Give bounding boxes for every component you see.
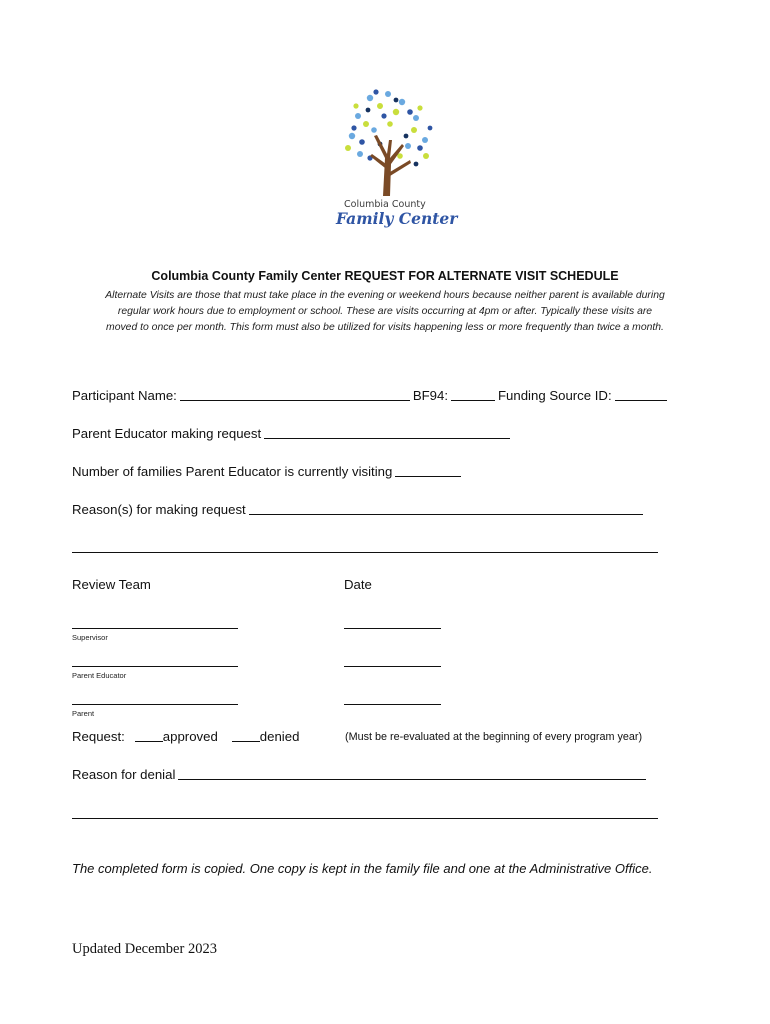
- num-families-row: [72, 464, 464, 479]
- logo-title: Family Center: [336, 209, 458, 228]
- funding-source-label: Funding Source ID:: [498, 388, 612, 403]
- review-team-label: Review Team: [72, 577, 151, 592]
- closing-statement: The completed form is copied. One copy is kept in the family file and one at the Administrative Office.: [72, 861, 653, 876]
- reasons-field[interactable]: [249, 502, 643, 515]
- supervisor-caption: Supervisor: [72, 633, 108, 642]
- parent-educator-row: [72, 426, 513, 441]
- participant-name-field[interactable]: [180, 388, 410, 401]
- supervisor-signature-line[interactable]: [72, 628, 238, 629]
- intro-line: regular work hours due to employment or school. These are visits occurring at 4pm or after. Typically these visits are: [117, 306, 653, 317]
- supervisor-date-line[interactable]: [344, 628, 441, 629]
- parent-signature-line[interactable]: [72, 704, 238, 705]
- reasons-continuation-line[interactable]: [72, 552, 658, 553]
- num-families-label: Number of families Parent Educator is currently visiting: [72, 464, 393, 479]
- parent-educator-label: Parent Educator making request: [72, 426, 262, 441]
- approved-label: approved: [162, 729, 218, 744]
- request-label: Request:: [72, 729, 125, 744]
- updated-date: Updated December 2023: [72, 941, 217, 957]
- denial-label: Reason for denial: [72, 767, 176, 782]
- parent-caption: Parent: [72, 709, 95, 718]
- tree-trunk: [370, 135, 411, 196]
- num-families-field[interactable]: [395, 464, 461, 477]
- reasons-row: [72, 502, 646, 517]
- bf94-label: BF94:: [412, 388, 448, 403]
- parent-date-line[interactable]: [344, 704, 441, 705]
- denied-field[interactable]: [232, 729, 260, 742]
- intro-text: [68, 288, 702, 336]
- request-row: [72, 729, 299, 744]
- parent-educator-field[interactable]: [264, 426, 510, 439]
- form-title: Columbia County Family Center REQUEST FOR ALTERNATE VISIT SCHEDULE: [151, 269, 619, 283]
- participant-name-label: Participant Name:: [72, 388, 177, 403]
- denial-row: [72, 767, 649, 782]
- bf94-field[interactable]: [451, 388, 495, 401]
- participant-row: [72, 388, 670, 403]
- intro-line: moved to once per month. This form must also be utilized for visits happening less or more frequently than twice a month.: [106, 322, 664, 333]
- denied-label: denied: [259, 729, 300, 744]
- reasons-label: Reason(s) for making request: [72, 502, 246, 517]
- logo-subtitle: Columbia County: [344, 199, 426, 210]
- reevaluation-note: (Must be re-evaluated at the beginning of every program year): [345, 731, 643, 743]
- denial-continuation-line[interactable]: [72, 818, 658, 819]
- date-label: Date: [344, 577, 372, 592]
- approved-field[interactable]: [135, 729, 163, 742]
- intro-line: Alternate Visits are those that must take place in the evening or weekend hours because neither parent is available during: [105, 290, 665, 301]
- parent-educator-caption: Parent Educator: [72, 671, 127, 680]
- funding-source-field[interactable]: [615, 388, 667, 401]
- parent-educator-signature-line[interactable]: [72, 666, 238, 667]
- parent-educator-date-line[interactable]: [344, 666, 441, 667]
- denial-field[interactable]: [178, 767, 646, 780]
